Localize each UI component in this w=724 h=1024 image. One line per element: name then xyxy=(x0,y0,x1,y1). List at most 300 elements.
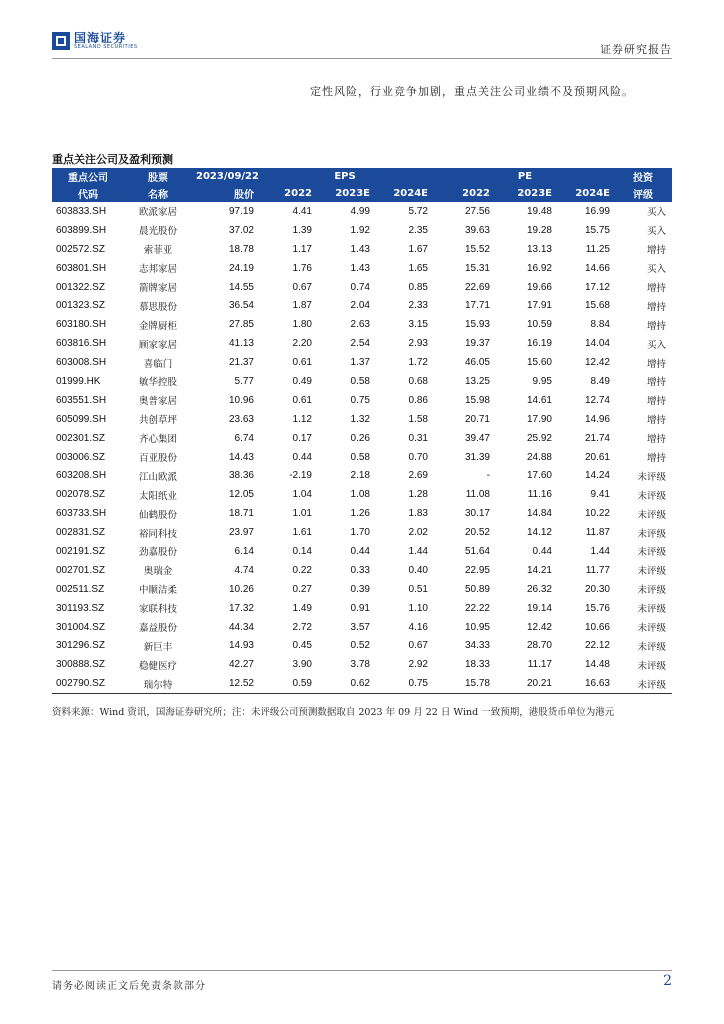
cell-price: 14.55 xyxy=(228,281,254,293)
cell-pe-2023e: 9.95 xyxy=(532,375,552,387)
cell-rating: 买入 xyxy=(646,226,666,238)
header-company: 重点公司 xyxy=(52,168,124,185)
cell-rating: 增持 xyxy=(646,283,666,294)
cell-eps-2024e: 2.35 xyxy=(408,224,428,236)
header-eps-2023e: 2023E xyxy=(316,185,374,202)
cell-pe-2022: 18.33 xyxy=(464,659,490,671)
cell-eps-2023e: 3.57 xyxy=(350,621,370,633)
cell-eps-2024e: 1.67 xyxy=(408,243,428,255)
cell-pe-2024e: 1.44 xyxy=(590,545,610,557)
table-row xyxy=(52,466,672,485)
cell-pe-2024e: 11.77 xyxy=(585,564,610,576)
cell-stock-code: 605099.SH xyxy=(56,413,107,425)
cell-company-name: 裕同科技 xyxy=(138,528,177,540)
cell-eps-2023e: 0.58 xyxy=(350,451,370,463)
earnings-forecast-table xyxy=(52,168,672,694)
table-row xyxy=(52,580,672,599)
source-note: 资料来源：Wind 资讯，国海证券研究所；注：未评级公司预测数据取自 2023 年 09 月 22 日 Wind 一致预期，港股货币单位为港元 xyxy=(52,707,615,718)
cell-rating: 未评级 xyxy=(637,623,666,635)
cell-pe-2024e: 15.68 xyxy=(584,300,610,312)
cell-eps-2022: -2.19 xyxy=(289,470,312,482)
cell-eps-2022: 0.27 xyxy=(292,583,312,595)
cell-eps-2022: 1.17 xyxy=(292,243,312,255)
cell-eps-2023e: 1.70 xyxy=(350,527,370,539)
cell-eps-2023e: 1.43 xyxy=(350,262,370,274)
cell-price: 6.14 xyxy=(234,545,254,557)
cell-price: 5.77 xyxy=(234,375,254,387)
cell-eps-2024e: 5.72 xyxy=(408,205,428,217)
cell-pe-2023e: 11.16 xyxy=(527,489,552,501)
cell-price: 44.34 xyxy=(228,621,254,633)
cell-eps-2023e: 0.91 xyxy=(350,602,370,614)
cell-eps-2023e: 0.33 xyxy=(350,564,370,576)
cell-pe-2022: 39.47 xyxy=(464,432,490,444)
cell-pe-2023e: 14.21 xyxy=(526,564,552,576)
cell-stock-code: 01999.HK xyxy=(56,375,101,387)
cell-pe-2024e: 21.74 xyxy=(584,432,610,444)
cell-pe-2022: 13.25 xyxy=(464,375,490,387)
cell-rating: 未评级 xyxy=(637,566,666,578)
cell-pe-2024e: 14.04 xyxy=(584,338,610,350)
cell-rating: 未评级 xyxy=(637,660,666,672)
cell-eps-2023e: 3.78 xyxy=(350,659,370,671)
cell-stock-code: 001322.SZ xyxy=(56,281,105,293)
cell-stock-code: 603899.SH xyxy=(56,224,107,236)
table-row xyxy=(52,485,672,504)
cell-rating: 买入 xyxy=(646,339,666,351)
cell-eps-2022: 1.87 xyxy=(292,300,312,312)
cell-eps-2024e: 1.10 xyxy=(408,602,428,614)
cell-eps-2022: 1.49 xyxy=(292,602,312,614)
cell-eps-2022: 1.12 xyxy=(292,413,312,425)
cell-pe-2024e: 8.49 xyxy=(590,375,610,387)
cell-eps-2022: 0.14 xyxy=(292,545,312,557)
cell-pe-2022: 15.98 xyxy=(464,394,490,406)
cell-stock-code: 603551.SH xyxy=(56,394,107,406)
cell-eps-2023e: 0.52 xyxy=(350,640,370,652)
cell-price: 18.78 xyxy=(228,243,254,255)
cell-pe-2023e: 19.66 xyxy=(526,281,552,293)
cell-eps-2023e: 1.92 xyxy=(350,224,370,236)
cell-pe-2022: 30.17 xyxy=(464,508,490,520)
cell-pe-2024e: 22.12 xyxy=(584,640,610,652)
footer-divider xyxy=(52,970,672,971)
cell-pe-2023e: 19.14 xyxy=(526,602,552,614)
cell-pe-2022: 20.52 xyxy=(464,527,490,539)
disclaimer-note: 请务必阅读正文后免责条款部分 xyxy=(52,981,206,992)
cell-company-name: 奥瑞金 xyxy=(143,566,173,578)
table-row xyxy=(52,202,672,221)
cell-pe-2022: 19.37 xyxy=(464,338,490,350)
cell-pe-2024e: 10.22 xyxy=(584,508,610,520)
cell-pe-2024e: 14.48 xyxy=(584,659,610,671)
header-code: 代码 xyxy=(52,185,124,202)
cell-eps-2024e: 2.02 xyxy=(408,527,428,539)
cell-eps-2024e: 2.69 xyxy=(408,470,428,482)
table-row xyxy=(52,372,672,391)
cell-rating: 未评级 xyxy=(637,490,666,502)
cell-rating: 买入 xyxy=(646,207,666,219)
cell-rating: 增持 xyxy=(646,358,666,370)
cell-pe-2022: 15.31 xyxy=(464,262,490,274)
cell-eps-2024e: 0.85 xyxy=(408,281,428,293)
company-logo xyxy=(52,32,138,50)
cell-eps-2022: 4.41 xyxy=(292,205,312,217)
table-row xyxy=(52,448,672,467)
cell-pe-2023e: 24.88 xyxy=(526,451,552,463)
cell-eps-2024e: 1.58 xyxy=(408,413,428,425)
cell-eps-2022: 0.44 xyxy=(292,451,312,463)
cell-pe-2024e: 20.30 xyxy=(584,583,610,595)
cell-pe-2023e: 19.48 xyxy=(526,205,552,217)
table-row xyxy=(52,296,672,315)
cell-company-name: 新巨丰 xyxy=(143,641,173,653)
header-pe-2022: 2022 xyxy=(432,185,494,202)
table-row xyxy=(52,334,672,353)
cell-stock-code: 001323.SZ xyxy=(56,300,105,312)
cell-eps-2022: 1.01 xyxy=(292,508,312,520)
cell-company-name: 瑞尔特 xyxy=(124,674,192,693)
cell-company-name: 索菲亚 xyxy=(143,245,173,257)
cell-eps-2023e: 1.32 xyxy=(350,413,370,425)
cell-eps-2022: 0.22 xyxy=(292,564,312,576)
cell-eps-2023e: 0.62 xyxy=(316,674,374,693)
cell-eps-2023e: 1.26 xyxy=(350,508,370,520)
cell-eps-2023e: 0.74 xyxy=(350,281,370,293)
cell-eps-2023e: 2.54 xyxy=(350,338,370,350)
cell-rating: 未评级 xyxy=(637,528,666,540)
cell-rating: 增持 xyxy=(646,415,666,427)
cell-eps-2022: 1.39 xyxy=(292,224,312,236)
table-row xyxy=(52,523,672,542)
cell-stock-code: 301004.SZ xyxy=(56,621,105,633)
cell-eps-2022: 1.61 xyxy=(292,527,312,539)
cell-eps-2024e: 0.86 xyxy=(408,394,428,406)
cell-stock-code: 002790.SZ xyxy=(52,674,124,693)
header-pe: PE xyxy=(494,168,556,185)
cell-price: 36.54 xyxy=(228,300,254,312)
cell-pe-2024e: 12.42 xyxy=(584,357,610,369)
cell-eps-2024e: 1.83 xyxy=(408,508,428,520)
cell-eps-2023e: 1.43 xyxy=(350,243,370,255)
cell-pe-2023e: 15.60 xyxy=(526,357,552,369)
cell-eps-2024e: 2.33 xyxy=(408,300,428,312)
cell-stock-code: 002301.SZ xyxy=(56,432,105,444)
cell-eps-2023e: 1.08 xyxy=(350,489,370,501)
cell-price: 14.93 xyxy=(228,640,254,652)
cell-eps-2024e: 0.67 xyxy=(408,640,428,652)
header-price: 股价 xyxy=(192,185,258,202)
cell-stock-code: 002831.SZ xyxy=(56,527,105,539)
cell-price: 24.19 xyxy=(228,262,254,274)
cell-eps-2023e: 0.26 xyxy=(350,432,370,444)
table-row xyxy=(52,259,672,278)
cell-pe-2024e: 17.12 xyxy=(584,281,610,293)
cell-pe-2022: 34.33 xyxy=(464,640,490,652)
cell-company-name: 劲嘉股份 xyxy=(138,547,177,559)
cell-eps-2022: 1.76 xyxy=(292,262,312,274)
cell-pe-2023e: 14.84 xyxy=(526,508,552,520)
table-row xyxy=(52,542,672,561)
cell-pe-2024e: 16.99 xyxy=(584,205,610,217)
cell-eps-2024e: 4.16 xyxy=(408,621,428,633)
cell-eps-2022: 0.49 xyxy=(292,375,312,387)
cell-pe-2022: 15.78 xyxy=(432,674,494,693)
table-row xyxy=(52,636,672,655)
cell-pe-2023e: 20.21 xyxy=(494,674,556,693)
cell-eps-2024e: 0.75 xyxy=(374,674,432,693)
cell-pe-2022: 31.39 xyxy=(464,451,490,463)
cell-pe-2023e: 19.28 xyxy=(526,224,552,236)
cell-pe-2023e: 17.60 xyxy=(526,470,552,482)
table-row xyxy=(52,674,672,693)
cell-pe-2023e: 11.17 xyxy=(527,659,552,671)
cell-rating: 增持 xyxy=(646,453,666,465)
cell-pe-2024e: 16.63 xyxy=(556,674,614,693)
cell-pe-2022: 11.08 xyxy=(465,489,490,501)
cell-pe-2023e: 13.13 xyxy=(526,243,552,255)
table-row xyxy=(52,561,672,580)
cell-eps-2022: 0.61 xyxy=(292,394,312,406)
cell-price: 42.27 xyxy=(228,659,254,671)
cell-pe-2022: 15.93 xyxy=(464,319,490,331)
cell-company-name: 慕思股份 xyxy=(138,301,177,313)
cell-pe-2022: 20.71 xyxy=(464,413,490,425)
table-row xyxy=(52,618,672,637)
cell-eps-2023e: 0.44 xyxy=(350,545,370,557)
cell-stock-code: 603208.SH xyxy=(56,470,107,482)
cell-pe-2024e: 15.75 xyxy=(584,224,610,236)
cell-pe-2022: 46.05 xyxy=(464,357,490,369)
cell-company-name: 齐心集团 xyxy=(138,434,177,446)
cell-eps-2024e: 3.15 xyxy=(408,319,428,331)
cell-stock-code: 603816.SH xyxy=(56,338,107,350)
cell-price: 21.37 xyxy=(228,357,254,369)
cell-pe-2022: 50.89 xyxy=(464,583,490,595)
cell-eps-2023e: 1.37 xyxy=(350,357,370,369)
header-eps-2024e: 2024E xyxy=(374,185,432,202)
cell-price: 10.26 xyxy=(228,583,254,595)
header-pe-2023e: 2023E xyxy=(494,185,556,202)
table-row xyxy=(52,429,672,448)
cell-eps-2022: 1.80 xyxy=(292,319,312,331)
cell-eps-2023e: 0.75 xyxy=(350,394,370,406)
cell-eps-2022: 0.45 xyxy=(292,640,312,652)
cell-stock-code: 002701.SZ xyxy=(56,564,105,576)
cell-eps-2024e: 1.28 xyxy=(408,489,428,501)
table-row xyxy=(52,655,672,674)
cell-stock-code: 603733.SH xyxy=(56,508,107,520)
cell-eps-2024e: 0.68 xyxy=(408,375,428,387)
cell-company-name: 中顺洁柔 xyxy=(138,585,177,597)
cell-pe-2024e: 20.61 xyxy=(584,451,610,463)
header-eps-2022: 2022 xyxy=(258,185,316,202)
cell-eps-2024e: 0.70 xyxy=(408,451,428,463)
table-row xyxy=(52,240,672,259)
cell-stock-code: 301193.SZ xyxy=(56,602,105,614)
table-row xyxy=(52,599,672,618)
cell-pe-2024e: 15.76 xyxy=(584,602,610,614)
cell-company-name: 箭牌家居 xyxy=(138,283,177,294)
cell-rating: 未评级 xyxy=(637,547,666,559)
cell-rating: 买入 xyxy=(646,264,666,276)
cell-stock-code: 002078.SZ xyxy=(56,489,105,501)
cell-price: 14.43 xyxy=(228,451,254,463)
cell-eps-2024e: 1.65 xyxy=(408,262,428,274)
table-row xyxy=(52,315,672,334)
cell-pe-2022: 17.71 xyxy=(464,300,490,312)
cell-pe-2024e: 8.84 xyxy=(590,319,610,331)
header-date: 2023/09/22 xyxy=(192,168,258,185)
cell-rating: 增持 xyxy=(646,301,666,313)
cell-pe-2024e: 10.66 xyxy=(584,621,610,633)
cell-pe-2022: 22.95 xyxy=(464,564,490,576)
cell-stock-code: 002191.SZ xyxy=(56,545,105,557)
cell-eps-2023e: 0.58 xyxy=(350,375,370,387)
cell-pe-2024e: 9.41 xyxy=(590,489,610,501)
cell-eps-2022: 3.90 xyxy=(292,659,312,671)
cell-stock-code: 603833.SH xyxy=(56,205,107,217)
cell-pe-2023e: 26.32 xyxy=(526,583,552,595)
cell-price: 27.85 xyxy=(228,319,254,331)
cell-pe-2024e: 11.25 xyxy=(585,243,610,255)
cell-price: 37.02 xyxy=(228,224,254,236)
cell-price: 17.32 xyxy=(228,602,254,614)
logo-chinese-name: 国海证券 xyxy=(74,31,127,45)
cell-rating: 增持 xyxy=(646,377,666,389)
header-divider xyxy=(52,58,672,59)
cell-price: 10.96 xyxy=(228,394,254,406)
risk-statement: 定性风险，行业竞争加剧，重点关注公司业绩不及预期风险。 xyxy=(310,85,634,98)
cell-company-name: 家联科技 xyxy=(138,604,177,616)
cell-pe-2022: 22.69 xyxy=(464,281,490,293)
cell-eps-2022: 1.04 xyxy=(292,489,312,501)
cell-pe-2023e: 0.44 xyxy=(532,545,552,557)
table-row xyxy=(52,353,672,372)
table-body xyxy=(52,202,672,694)
cell-pe-2023e: 16.92 xyxy=(526,262,552,274)
cell-price: 97.19 xyxy=(228,205,254,217)
cell-company-name: 金牌厨柜 xyxy=(138,320,177,332)
cell-company-name: 百亚股份 xyxy=(138,453,177,465)
cell-company-name: 欧派家居 xyxy=(138,207,177,219)
cell-eps-2024e: 0.31 xyxy=(408,432,428,444)
cell-rating: 未评级 xyxy=(637,471,666,483)
cell-eps-2024e: 2.92 xyxy=(408,659,428,671)
cell-company-name: 顾家家居 xyxy=(138,339,177,351)
cell-pe-2023e: 17.90 xyxy=(526,413,552,425)
cell-price: 12.52 xyxy=(192,674,258,693)
table-title: 重点关注公司及盈利预测 xyxy=(52,153,173,166)
cell-rating: 未评级 xyxy=(637,509,666,521)
cell-rating: 增持 xyxy=(646,320,666,332)
cell-company-name: 晨光股份 xyxy=(138,226,177,238)
header-stock: 股票 xyxy=(124,168,192,185)
cell-eps-2022: 0.17 xyxy=(292,432,312,444)
cell-eps-2022: 0.67 xyxy=(292,281,312,293)
cell-stock-code: 002572.SZ xyxy=(56,243,105,255)
cell-company-name: 太阳纸业 xyxy=(138,490,177,502)
table-row xyxy=(52,221,672,240)
logo-icon xyxy=(52,32,70,50)
cell-pe-2023e: 14.61 xyxy=(526,394,552,406)
cell-pe-2024e: 14.96 xyxy=(584,413,610,425)
cell-price: 4.74 xyxy=(234,564,254,576)
cell-price: 38.36 xyxy=(228,470,254,482)
cell-company-name: 敏华控股 xyxy=(138,377,177,389)
page-number: 2 xyxy=(663,973,672,989)
cell-company-name: 奥普家居 xyxy=(138,396,177,408)
cell-eps-2023e: 2.63 xyxy=(350,319,370,331)
cell-price: 23.63 xyxy=(228,413,254,425)
cell-rating: 增持 xyxy=(646,396,666,408)
cell-rating: 增持 xyxy=(646,434,666,446)
cell-pe-2024e: 12.74 xyxy=(584,394,610,406)
cell-pe-2023e: 14.12 xyxy=(526,527,552,539)
cell-stock-code: 603008.SH xyxy=(56,357,107,369)
cell-eps-2023e: 4.99 xyxy=(350,205,370,217)
cell-rating: 未评级 xyxy=(614,674,672,693)
cell-rating: 增持 xyxy=(646,245,666,257)
cell-rating: 未评级 xyxy=(637,604,666,616)
cell-rating: 未评级 xyxy=(637,641,666,653)
cell-pe-2023e: 25.92 xyxy=(526,432,552,444)
cell-pe-2024e: 14.24 xyxy=(584,470,610,482)
cell-eps-2024e: 1.44 xyxy=(408,545,428,557)
cell-stock-code: 002511.SZ xyxy=(56,583,105,595)
cell-pe-2023e: 12.42 xyxy=(526,621,552,633)
header-pe-2024e: 2024E xyxy=(556,185,614,202)
cell-stock-code: 300888.SZ xyxy=(56,659,105,671)
cell-eps-2023e: 2.04 xyxy=(350,300,370,312)
cell-eps-2024e: 1.72 xyxy=(408,357,428,369)
logo-english-name: SEALAND SECURITIES xyxy=(74,44,138,50)
cell-company-name: 稳健医疗 xyxy=(138,660,177,672)
cell-price: 18.71 xyxy=(228,508,254,520)
cell-pe-2023e: 10.59 xyxy=(526,319,552,331)
cell-stock-code: 603801.SH xyxy=(56,262,107,274)
table-row xyxy=(52,410,672,429)
cell-rating: 未评级 xyxy=(637,585,666,597)
cell-eps-2024e: 0.40 xyxy=(408,564,428,576)
cell-pe-2022: 22.22 xyxy=(464,602,490,614)
cell-price: 23.97 xyxy=(228,527,254,539)
cell-company-name: 共创草坪 xyxy=(138,415,177,427)
cell-eps-2023e: 0.39 xyxy=(350,583,370,595)
page-header xyxy=(52,30,672,58)
cell-pe-2022: 51.64 xyxy=(464,545,490,557)
cell-company-name: 志邦家居 xyxy=(138,264,177,276)
cell-eps-2022: 2.72 xyxy=(292,621,312,633)
table-row xyxy=(52,391,672,410)
cell-pe-2024e: 11.87 xyxy=(585,527,610,539)
document-type: 证券研究报告 xyxy=(600,43,672,56)
cell-eps-2022: 2.20 xyxy=(292,338,312,350)
cell-price: 6.74 xyxy=(234,432,254,444)
table-header-row-2 xyxy=(52,185,672,202)
table-row xyxy=(52,278,672,297)
cell-eps-2022: 0.59 xyxy=(258,674,316,693)
header-eps: EPS xyxy=(316,168,374,185)
cell-price: 41.13 xyxy=(228,338,254,350)
cell-stock-code: 603180.SH xyxy=(56,319,107,331)
cell-pe-2023e: 16.19 xyxy=(526,338,552,350)
table-row xyxy=(52,504,672,523)
cell-eps-2024e: 0.51 xyxy=(408,583,428,595)
cell-pe-2022: - xyxy=(486,470,490,482)
header-rating: 评级 xyxy=(614,185,672,202)
cell-stock-code: 003006.SZ xyxy=(56,451,105,463)
